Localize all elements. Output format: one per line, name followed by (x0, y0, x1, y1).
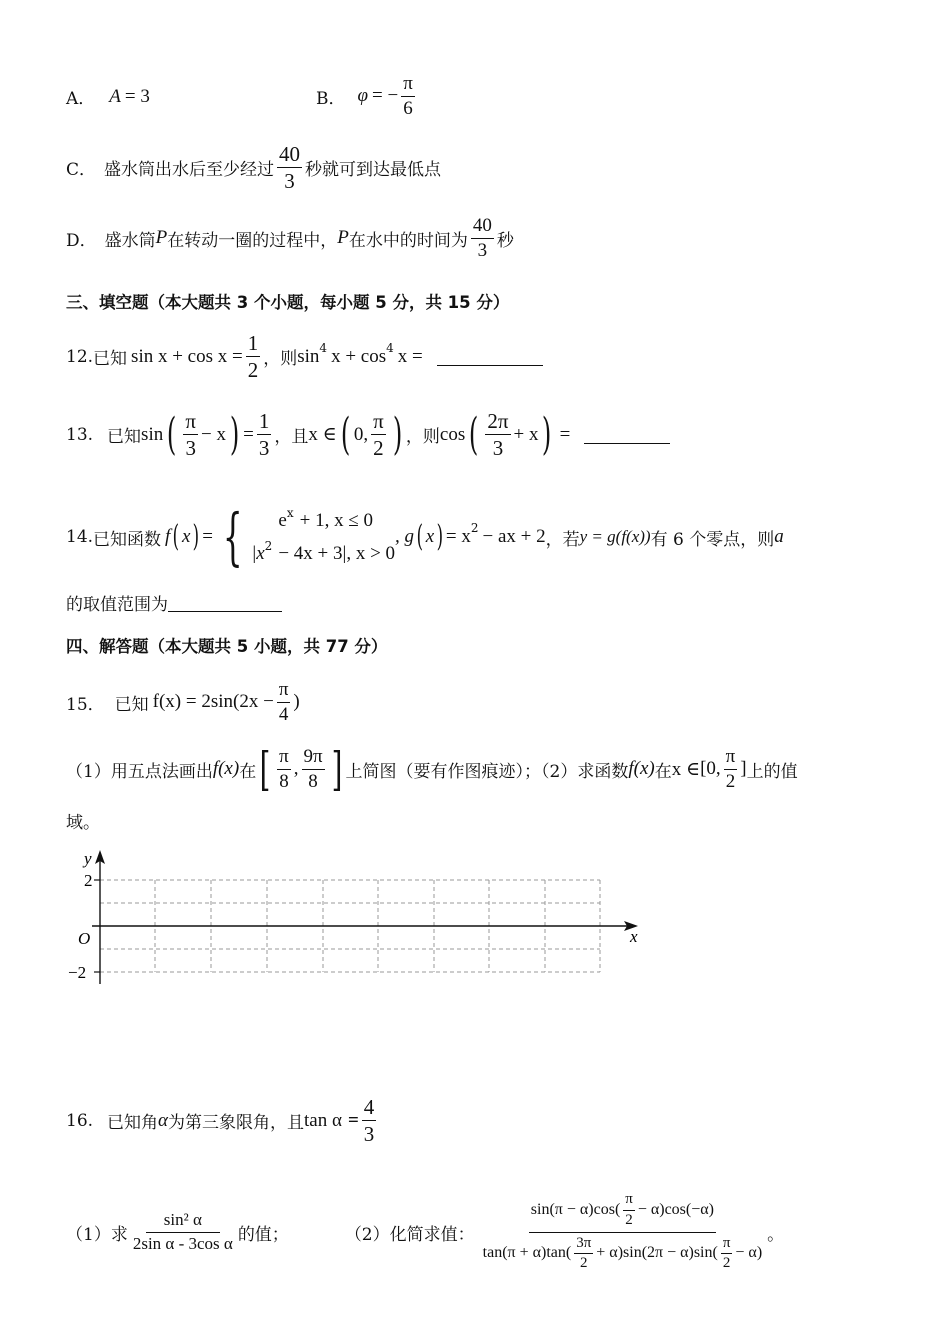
option-a-var: A (109, 85, 121, 107)
p2-num-a: sin(π − α)cos( (530, 1200, 621, 1218)
piece-1-exp: x (286, 506, 294, 520)
q15-fraction (277, 680, 291, 725)
tick-label-neg: −2 (68, 963, 87, 982)
question-12 (66, 332, 543, 381)
p2-num-frac (623, 1192, 635, 1229)
q14-text-3: 有 6 个零点，则 (650, 529, 775, 550)
frac-den: 8 (308, 770, 318, 792)
question-number: 14. (66, 527, 94, 548)
frac-den: 2 (373, 436, 384, 461)
q13-zero: 0, (353, 423, 369, 445)
option-c-text-after: 秒就可到达最低点 (305, 160, 442, 181)
q15-p2-text-3: 域。 (66, 813, 100, 833)
q15-p2-text: 在 (654, 761, 672, 782)
q14-a: a (774, 526, 784, 548)
frac-den: 2 (247, 358, 259, 383)
q13-x-in: x ∈ (308, 424, 337, 446)
left-paren: ( (340, 408, 351, 460)
piece-1-rest: + 1, x ≤ 0 (299, 510, 374, 531)
q15-p2-x-in: x ∈ (671, 758, 701, 780)
question-14 (66, 500, 784, 574)
piece-2-cond: , x > 0 (346, 543, 396, 565)
left-bracket: [ (259, 742, 271, 796)
frac-num: 4 (362, 1096, 377, 1121)
q13-minus-x: − x (201, 423, 226, 445)
right-paren: ) (229, 408, 240, 460)
frac-num: 3π (574, 1236, 593, 1255)
q13-eq: = (243, 423, 254, 445)
q12-exp-b: 4 (386, 340, 394, 355)
frac-num: 2π (485, 410, 510, 435)
piece-1-e: e (278, 510, 287, 531)
left-paren: ( (172, 519, 180, 555)
q15-expr: f(x) = 2sin(2x − (152, 691, 274, 713)
q14-text-1: 已知函数 (93, 529, 162, 550)
option-d-fraction (471, 216, 494, 261)
frac-den: 2 (725, 770, 736, 792)
q14-text-2: ，若 (545, 529, 580, 550)
q14-text-4: 的取值范围为 (66, 595, 168, 615)
frac-den (481, 1233, 765, 1273)
option-d-text-1: 盛水筒 (104, 230, 156, 251)
q15-p2-close: ] (740, 758, 747, 779)
piece-2-exp: 2 (264, 539, 273, 554)
option-d-text-3: 在水中的时间为 (348, 230, 468, 251)
q15-text-1: 已知 (114, 694, 149, 715)
q13-sin: sin (141, 423, 164, 445)
frac-num: 1 (246, 332, 261, 357)
frac-den: 3 (185, 436, 196, 461)
question-14-cont (66, 590, 282, 615)
p2-den-frac-2 (721, 1236, 733, 1273)
q15-p1-comma: , (293, 758, 299, 779)
q15-close: ) (293, 691, 300, 713)
frac-den: 2 (722, 1255, 731, 1272)
left-paren: ( (416, 519, 424, 555)
q14-g-eq: = x (445, 526, 471, 548)
q15-p1-text-2: 上简图（要有作图痕迹）；（2）求函数 (345, 761, 629, 782)
right-paren: ) (193, 519, 200, 555)
frac-den: 2 (579, 1255, 588, 1272)
q15-p2-zero: [0, (700, 758, 721, 779)
q14-answer-blank[interactable] (168, 593, 282, 612)
q14-g: , g (395, 526, 415, 548)
right-paren: ) (436, 519, 444, 555)
frac-num: π (721, 1236, 733, 1255)
option-a-value: = 3 (124, 85, 150, 107)
p2-num-b: − α)cos(−α) (637, 1200, 714, 1218)
q13-frac-2 (257, 410, 272, 459)
right-paren: ) (392, 408, 403, 460)
right-paren: ) (542, 408, 552, 460)
option-d-var-2: P (337, 227, 349, 249)
q14-g-x: x (425, 526, 435, 548)
q12-exp-a: 4 (319, 340, 328, 355)
left-paren: ( (167, 408, 177, 460)
question-16-parts (66, 1192, 784, 1272)
question-number: 12. (66, 346, 94, 367)
option-c (66, 143, 441, 192)
frac-num: 1 (257, 410, 272, 435)
q13-text-1: 已知 (107, 427, 142, 448)
section-3-title: 三、填空题（本大题共 3 个小题，每小题 5 分，共 15 分） (66, 293, 510, 312)
question-number: 13. (66, 424, 94, 445)
option-d-label: D． (66, 230, 97, 251)
q14-x: x (182, 526, 191, 548)
frac-num: 40 (471, 216, 494, 239)
question-16 (66, 1096, 379, 1145)
x-axis-label: x (630, 927, 638, 946)
frac-num: π (371, 410, 386, 435)
q15-p1-in: 在 (239, 761, 257, 782)
question-15 (66, 680, 300, 725)
q16-text-1: 已知角 (107, 1113, 159, 1134)
option-c-text-before: 盛水筒出水后至少经过 (104, 160, 275, 181)
origin-label: O (78, 929, 91, 948)
frac-num: π (183, 410, 198, 435)
q12-expr-1: sin x + cos x = (131, 345, 243, 367)
p2-den-frac-1 (574, 1236, 593, 1273)
question-15-parts (66, 742, 798, 796)
p2-den-a: tan(π + α)tan( (482, 1244, 572, 1262)
q13-frac-1 (183, 410, 198, 459)
q13-answer-blank[interactable] (584, 425, 670, 444)
q16-p2-end: 。 (767, 1224, 785, 1245)
q13-text-3: ，则 (405, 427, 440, 448)
frac-den: 3 (363, 1122, 375, 1147)
frac-den: 4 (278, 703, 289, 725)
option-d-text-2: 在转动一圈的过程中， (167, 230, 338, 251)
q14-g-rest: − ax + 2 (482, 526, 546, 548)
tick-label-pos: 2 (84, 871, 93, 890)
option-d-text-4: 秒 (496, 230, 514, 251)
question-number: 15． (66, 694, 105, 715)
frac-den: 8 (279, 770, 289, 792)
frac-num: π (623, 1192, 635, 1211)
q13-cos: cos (439, 423, 466, 445)
q13-plus-x: + x (513, 423, 539, 445)
frac-num: π (277, 747, 291, 770)
frac-num (529, 1192, 716, 1233)
q12-sin: sin (297, 345, 320, 367)
q13-frac-4 (485, 410, 510, 459)
option-c-label: C． (66, 160, 97, 181)
piece-1 (278, 504, 395, 537)
q12-answer-blank[interactable] (437, 347, 543, 366)
q16-eq: = (347, 1109, 359, 1131)
piece-2-rest: − 4x + 3 (278, 543, 343, 565)
q15-p1-frac-2 (302, 747, 325, 792)
left-brace: { (222, 500, 243, 574)
q14-piecewise (252, 504, 395, 571)
option-d (66, 216, 514, 261)
piece-2-x: x (256, 543, 265, 565)
q16-p1-label: （1）求 (66, 1224, 128, 1245)
q15-p1-fx: f(x) (212, 758, 240, 779)
question-13 (66, 410, 670, 459)
q13-text-2: ，且 (274, 427, 309, 448)
q15-p2-text-2: 上的值 (746, 761, 798, 782)
frac-den: 2sin α - 3cos α (132, 1234, 233, 1253)
frac-den: 3 (477, 239, 488, 261)
q15-coordinate-grid[interactable] (62, 846, 662, 996)
q16-p1-text: 的值； (237, 1224, 289, 1245)
piece-2 (252, 537, 395, 570)
q16-tan: tan α (304, 1109, 342, 1131)
frac-den: 2 (625, 1211, 633, 1228)
section-4-title: 四、解答题（本大题共 5 小题，共 77 分） (66, 637, 388, 656)
abs-right: | (342, 543, 347, 565)
frac-den: 3 (258, 436, 270, 461)
q15-p1-label: （1）用五点法画出 (66, 761, 213, 782)
option-a (66, 84, 150, 109)
option-b-label: B． (316, 88, 346, 109)
q13-frac-3 (371, 410, 386, 459)
q15-p2-fx: f(x) (628, 758, 655, 779)
option-a-label: A． (66, 89, 96, 109)
frac-num: π (277, 680, 291, 703)
q12-text-1: 已知 (93, 349, 128, 370)
option-d-var-1: P (155, 227, 168, 249)
q16-text-2: 为第三象限角，且 (168, 1113, 305, 1134)
question-number: 16. (66, 1110, 94, 1131)
q14-g-exp: 2 (470, 521, 479, 536)
frac-num: 9π (302, 747, 325, 770)
y-axis-label: y (84, 849, 92, 868)
q16-p1-fraction (131, 1211, 235, 1253)
q16-p2-label: （2）化简求值： (344, 1224, 475, 1245)
right-bracket: ] (331, 742, 342, 796)
option-c-fraction (277, 143, 302, 192)
q12-expr-2c: x = (397, 345, 423, 367)
q12-cos: x + cos (331, 345, 387, 367)
left-paren: ( (469, 408, 479, 460)
frac-den: 6 (403, 97, 413, 119)
option-b-var: φ (357, 85, 369, 107)
q14-f: f (165, 526, 171, 548)
question-15-cont (66, 808, 100, 833)
q16-alpha: α (158, 1109, 169, 1131)
p2-den-b: + α)sin(2π − α)sin( (596, 1244, 718, 1262)
q12-fraction (246, 332, 261, 381)
frac-den: 3 (492, 436, 504, 461)
p2-den-c: − α) (735, 1244, 763, 1262)
q14-y-expr: y = g(f(x)) (579, 527, 651, 547)
frac-den: 3 (284, 169, 295, 194)
option-b-fraction (401, 74, 415, 119)
frac-num: 40 (277, 143, 302, 168)
q13-eq2: = (559, 423, 571, 445)
abs-left: | (252, 543, 257, 565)
option-b-eq: = − (372, 85, 399, 107)
q16-p2-fraction (481, 1192, 765, 1272)
option-b (316, 74, 418, 119)
frac-num: π (724, 747, 738, 770)
q16-fraction (362, 1096, 377, 1145)
q12-text-2: ，则 (263, 349, 298, 370)
q15-p2-fraction (724, 747, 738, 792)
q14-eq: = (202, 526, 213, 548)
q15-p1-frac-1 (277, 747, 291, 792)
frac-num: π (401, 74, 415, 97)
frac-num: sin² α (146, 1211, 220, 1233)
